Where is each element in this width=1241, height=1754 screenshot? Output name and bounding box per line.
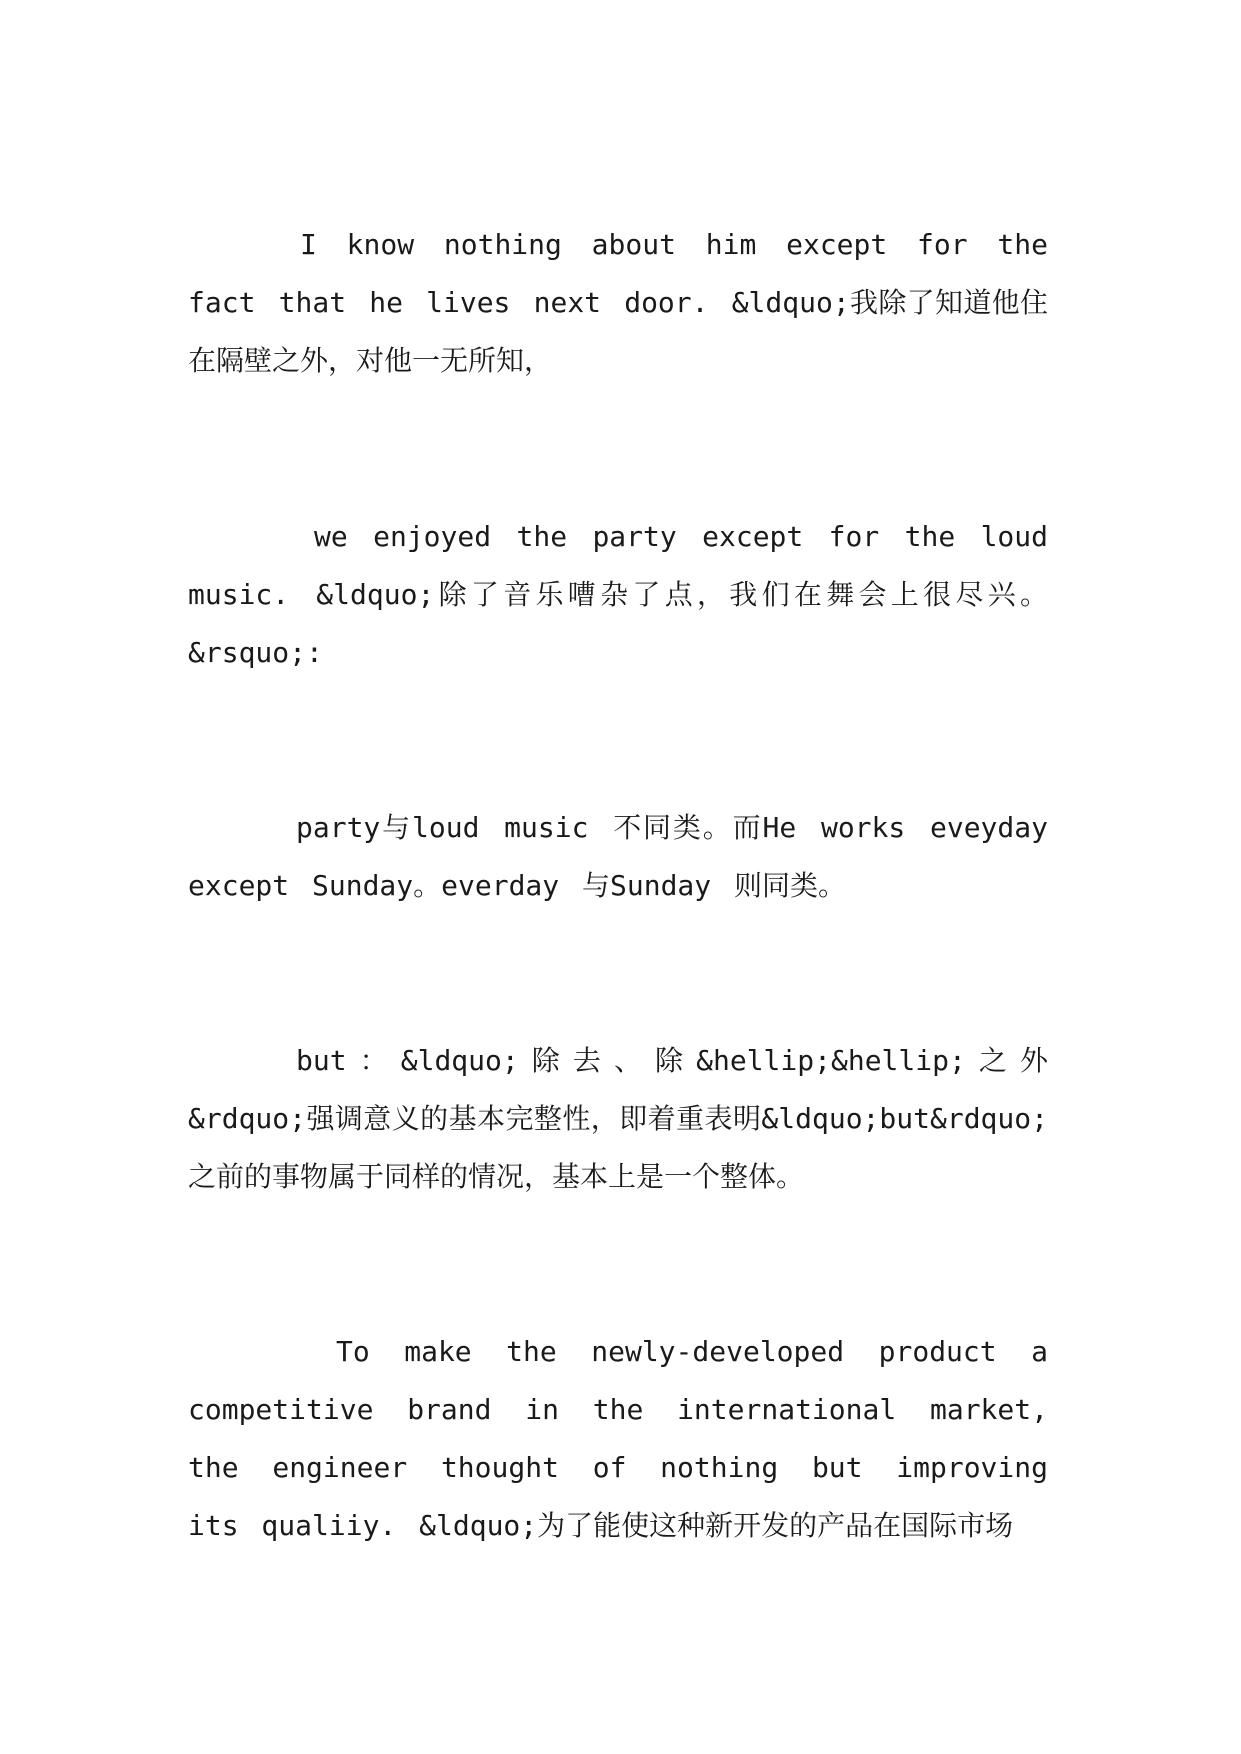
paragraph-party-loud-music: we enjoyed the party except for the loud music. &ldquo;除了音乐嘈杂了点，我们在舞会上很尽兴。&rsquo;:	[188, 520, 1048, 669]
paragraph-same-category-note: party与loud music 不同类。而He works eveyday except Sunday。everday 与Sunday 则同类。	[188, 811, 1048, 902]
paragraph-newly-developed-product: To make the newly-developed product a competitive brand in the international market, the engineer thought of nothing but improving its qualiiy. &ldquo;为了能使这种新开发的产品在国际市场	[188, 1335, 1048, 1542]
paragraph-except-for-fact: I know nothing about him except for the fact that he lives next door. &ldquo;我除了知道他住在隔壁之外，对他一无所知，	[188, 228, 1048, 377]
paragraph-but-definition: but：&ldquo;除去、除&hellip;&hellip;之外&rdquo;强调意义的基本完整性，即着重表明&ldquo;but&rdquo;之前的事物属于同样的情况，基本上是一个整体。	[188, 1044, 1048, 1193]
